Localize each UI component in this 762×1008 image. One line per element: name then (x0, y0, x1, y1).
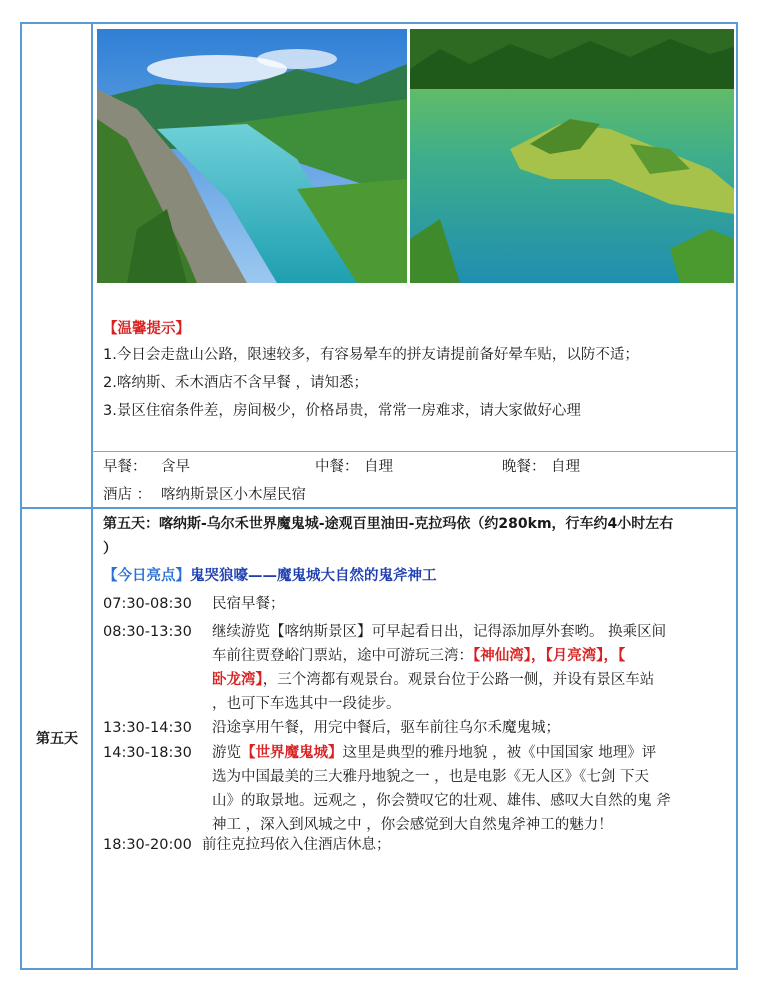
schedule-desc-2-line3 (212, 668, 732, 692)
dinner-label: 晚餐： (502, 459, 546, 475)
day-title-line1: 第五天：喀纳斯-乌尔禾世界魔鬼城-途观百里油田-克拉玛依（约280km，行车约4小时左右 (103, 516, 674, 532)
schedule-desc-4-pre: 游览 (212, 745, 241, 761)
schedule-desc-3 (212, 716, 732, 740)
highlight-tag: 【今日亮点】 (103, 568, 190, 584)
breakfast-value: 含早 (161, 459, 190, 475)
day-title-line2: ） (103, 541, 117, 557)
highlight-devil-city: 【世界魔鬼城】 (241, 745, 343, 761)
tip-item-1: 1.今日会走盘山公路，限速较多，有容易晕车的拼友请提前备好晕车贴，以防不适； (103, 347, 639, 363)
schedule-desc-1 (212, 592, 732, 616)
schedule-time-3: 13:30-14:30 (103, 720, 192, 736)
hotel-label: 酒店 ： (103, 487, 152, 503)
dinner-value: 自理 (551, 459, 580, 475)
lunch-label: 中餐： (315, 459, 359, 475)
schedule-desc-2-line1: 继续游览【喀纳斯景区】可早起看日出，记得添加厚外套哟。 换乘区间 (212, 624, 667, 640)
schedule-desc-4-line3: 山》的取景地。远观之 ，你会赞叹它的壮观、雄伟、感叹大自然的鬼 斧 (212, 793, 671, 809)
schedule-desc-2-text: 车前往贾登峪门票站，途中可游玩三湾： (212, 648, 473, 664)
column-divider (91, 22, 93, 970)
tips-heading: 【温馨提示】 (103, 321, 190, 337)
schedule-desc-1-line: 民宿早餐； (212, 596, 285, 612)
schedule-desc-4-line4: 神工 ，深入到风城之中 ，你会感觉到大自然鬼斧神工的魅力！ (212, 817, 613, 833)
schedule-desc-3-line: 沿途享用午餐，用完中餐后，驱车前往乌尔禾魔鬼城； (212, 720, 560, 736)
highlight-bays-2: 卧龙湾】 (212, 672, 263, 688)
day-label: 第五天 (36, 731, 78, 747)
schedule-desc-2-line2 (212, 644, 732, 668)
schedule-desc-5-line: 前往克拉玛依入住酒店休息； (202, 837, 391, 853)
schedule-desc-5 (202, 833, 722, 857)
breakfast-label: 早餐： (103, 459, 147, 475)
hotel-value: 喀纳斯景区小木屋民宿 (161, 487, 306, 503)
tips-meals-divider (92, 451, 737, 452)
schedule-time-1: 07:30-08:30 (103, 596, 192, 612)
schedule-time-2: 08:30-13:30 (103, 624, 192, 640)
lunch-value: 自理 (364, 459, 393, 475)
highlight-text: 鬼哭狼嚎——魔鬼城大自然的鬼斧神工 (190, 568, 437, 584)
schedule-desc-2-line4: ，也可下车选其中一段徒步。 (212, 696, 401, 712)
tip-item-2: 2.喀纳斯、禾木酒店不含早餐 ，请知悉； (103, 375, 368, 391)
tip-item-3: 3.景区住宿条件差，房间极少，价格昂贵，常常一房难求，请大家做好心理 (103, 403, 581, 419)
schedule-desc-4-line1 (212, 741, 732, 765)
schedule-desc-4-line2: 选为中国最美的三大雅丹地貌之一 ，也是电影《无人区》《七剑 下天 (212, 769, 649, 785)
schedule-desc-2-text3: ，三个湾都有观景台。观景台位于公路一侧，并设有景区车站 (262, 672, 655, 688)
photo-lake-valley (97, 29, 407, 283)
schedule-time-5: 18:30-20:00 (103, 837, 192, 853)
schedule-desc-4 (212, 741, 732, 837)
highlight-bays-1: 【神仙湾】，【月亮湾】，【 (473, 648, 626, 664)
photo-lake-island (410, 29, 734, 283)
schedule-desc-4-text1: 这里是典型的雅丹地貌 ，被《中国国家 地理》评 (342, 745, 657, 761)
schedule-time-4: 14:30-18:30 (103, 745, 192, 761)
row-divider (20, 507, 738, 509)
schedule-desc-2 (212, 620, 732, 716)
highlight-row (103, 564, 437, 588)
